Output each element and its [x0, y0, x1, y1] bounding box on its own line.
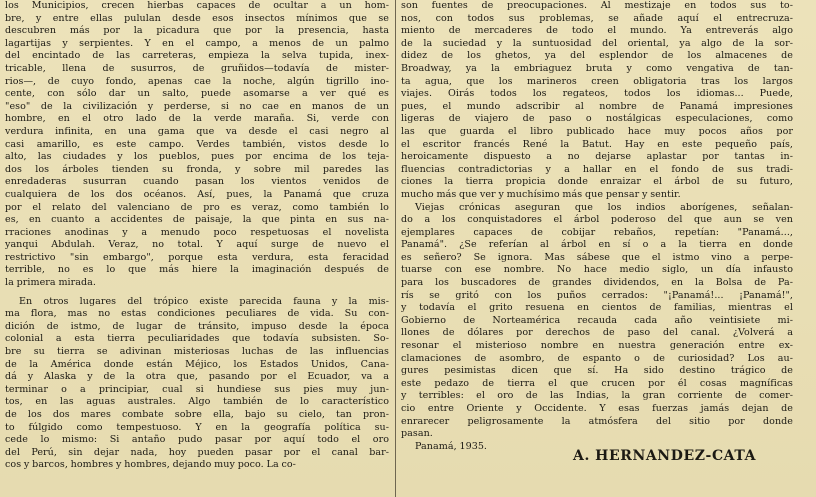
text-line: los Municipios, crecen hierbas capaces de ocultar a un hom- [5, 0, 389, 11]
text-line: colonial a esta tierra peculiaridades que todavía subsisten. So- [5, 333, 389, 345]
text-line: pasan. [401, 428, 433, 440]
text-line: dá y Alaska y de la otra que, pasando por el Ecuador, va a [5, 371, 389, 383]
text-line: la primera mirada. [5, 277, 96, 289]
text-line: Panamá". ¿Se referían al árbol en sí o a la tierra en donde [401, 239, 793, 251]
left-column [5, 0, 389, 497]
text-line: y todavía el grito resuena en cientos de familias, mientras el [401, 302, 793, 314]
right-paragraph-1 [401, 0, 793, 202]
text-line: lagartijas y serpientes. Y en el campo, a menos de un palmo [5, 37, 389, 49]
text-line: "eso" de la civilización y perderse, si no cae en manos de un [5, 100, 389, 112]
left-paragraph-2 [5, 296, 389, 472]
author-signature: A. HERNANDEZ-CATA [573, 447, 757, 464]
text-line: del Perú, sin dejar nada, hoy pueden pasar por el canal bar- [5, 446, 389, 458]
text-line: de la América donde están Méjico, los Estados Unidos, Cana- [5, 358, 389, 370]
text-line: verdura infinita, en una gama que va desde el casi negro al [5, 125, 389, 137]
text-line: yanqui Abdulah. Veraz, no total. Y aquí surge de nuevo el [5, 239, 389, 251]
text-line: Gobierno de Norteamérica recauda cada año veintisiete mi- [401, 314, 793, 326]
text-line: ma flora, mas no estas condiciones peculiares de vida. Su con- [5, 308, 389, 320]
text-line: bre, y entre ellas pululan desde esos insectos mínimos que se [5, 12, 389, 24]
left-paragraph-1 [5, 0, 389, 290]
text-line: este pedazo de tierra el que crucen por él cosas magníficas [401, 377, 793, 389]
text-line: el escritor francés René la Batut. Hay en este pequeño país, [401, 138, 793, 150]
text-line: to fúlgido como tempestuoso. Y en la geografía política su- [5, 421, 389, 433]
text-line: clamaciones de asombro, de espanto o de curiosidad? Los au- [401, 352, 793, 364]
text-line: miento de mercaderes de todo el mundo. Ya entreverás algo [401, 25, 793, 37]
text-line: rios—, de cuyo fondo, apenas cae la noche, algún tigrillo ino- [5, 75, 389, 87]
text-line: bre su tierra se adivinan misteriosas luchas de las influencias [5, 346, 389, 358]
text-line: gures pesimistas dicen que sí. Ha sido destino trágico de [401, 365, 793, 377]
text-line: enrarecer peligrosamente la atmósfera del sitio por donde [401, 415, 793, 427]
text-line: es señero? Se ignora. Mas sábese que el istmo vino a perpe- [401, 251, 793, 263]
text-line: pues, el mundo adscribir al nombre de Panamá impresiones [401, 100, 793, 112]
text-line: didez de los ghetos, ya del esplendor de los almacenes de [401, 50, 793, 62]
text-line: hombre, en el otro lado de la verde maraña. Si, verde con [5, 113, 389, 125]
right-paragraph-2 [401, 202, 793, 441]
text-line: resonar el misterioso nombre en nuestra generación entre ex- [401, 340, 793, 352]
text-line: descubren más por la picadura que por la presencia, hasta [5, 25, 389, 37]
text-line: por el relato del valenciano de pro es veraz, como también lo [5, 201, 389, 213]
text-line: tricable, llena de susurros, de gruñidos—todavía de mister- [5, 62, 389, 74]
text-line: cede lo mismo: Si antaño pudo pasar por aquí todo el oro [5, 434, 389, 446]
text-line: ciones la tierra propicia donde enraizar el árbol de su futuro, [401, 176, 793, 188]
text-line: terminar o a principiar, cual si hundiese sus pies muy jun- [5, 383, 389, 395]
text-line: terrible, no es lo que más hiere la imaginación después de [5, 264, 389, 276]
text-line: do a los conquistadores el árbol poderoso del que aun se ven [401, 214, 793, 226]
text-line: rís se gritó con los puños cerrados: "¡Panamá!... ¡Panamá!", [401, 289, 793, 301]
text-line: alto, las ciudades y los pueblos, pues por encima de los teja- [5, 151, 389, 163]
text-line: cos y barcos, hombres y hombres, dejando muy poco. La co- [5, 459, 296, 471]
text-line: rraciones anodinas y a menudo poco respetuosas el novelista [5, 226, 389, 238]
text-line: ta agua, que los marineros creen obligatoria tras los largos [401, 75, 793, 87]
text-line: Broadway, ya la embriaguez bruta y como vengativa de tan- [401, 62, 793, 74]
text-line: cio entre Oriente y Occidente. Y esas fuerzas jamás dejan de [401, 403, 793, 414]
text-line: del encintado de las carreteras, empieza la selva tupida, inex- [5, 50, 389, 62]
text-line: heroicamente dispuesto a no dejarse aplastar por tantas in- [401, 151, 793, 163]
text-line: llones de dólares por derechos de paso del canal. ¿Volverá a [401, 327, 793, 339]
text-line: para los buscadores de grandes dividendos, en la Bolsa de Pa- [401, 277, 793, 289]
text-line: cente, con sólo dar un salto, puede asomarse a ver qué es [5, 88, 389, 100]
text-line: nos, con todos sus problemas, se añade aquí el entrecruza- [401, 12, 793, 24]
text-line: En otros lugares del trópico existe parecida fauna y la mis- [19, 295, 389, 307]
text-line: dos los árboles tienden su fronda, y sobre mil paredes las [5, 163, 389, 175]
text-line: cualquiera de los dos océanos. Así, pues, la Panamá que cruza [5, 188, 389, 200]
text-line: mucho más que ver y muchísimo más que pensar y sentir. [401, 188, 681, 200]
text-line: de los dos mares combate sobre ella, bajo su cielo, tan pron- [5, 409, 389, 420]
text-line: enredaderas susurran cuando pasan los vientos venidos de [5, 176, 389, 188]
text-line: tuarse con ese nombre. No hace medio siglo, un día infausto [401, 264, 793, 276]
text-line: tos, en las aguas australes. Algo también de lo característico [5, 396, 389, 408]
text-line: dición de istmo, de lugar de tránsito, impuso desde la época [5, 320, 389, 332]
text-line: restrictivo "sin embargo", porque esta verdura, esta feracidad [5, 251, 389, 263]
column-rule [395, 0, 396, 497]
text-line: ejemplares capaces de cobijar rebaños, repetían: "Panamá..., [401, 226, 793, 238]
text-line: de la suciedad y la suntuosidad del oriental, ya algo de la sor- [401, 37, 793, 49]
dateline: Panamá, 1935. [415, 440, 488, 452]
text-line: las que guarda el libro publicado hace muy pocos años por [401, 125, 793, 137]
text-line: casi amarillo, es este campo. Verdes también, vistos desde lo [5, 138, 389, 150]
text-line: son fuentes de preocupaciones. Al mestizaje en todos sus to- [401, 0, 793, 11]
text-line: viajes. Oirás todos los regateos, todos los idiomas... Puede, [401, 88, 793, 100]
text-line: es, en cuanto a accidentes de paisaje, la que pinta en sus na- [5, 214, 389, 226]
text-line: ligeras de viajero de paso o nostálgicas especulaciones, como [401, 113, 793, 125]
text-line: Viejas crónicas aseguran que los indios aborígenes, señalan- [415, 201, 793, 213]
text-line: y terribles: el oro de las Indias, la gran corriente de comer- [401, 390, 793, 402]
byline [401, 441, 793, 465]
right-column [401, 0, 793, 497]
text-line: fluencias contradictorias y a hallar en el fondo de sus tradi- [401, 163, 793, 175]
